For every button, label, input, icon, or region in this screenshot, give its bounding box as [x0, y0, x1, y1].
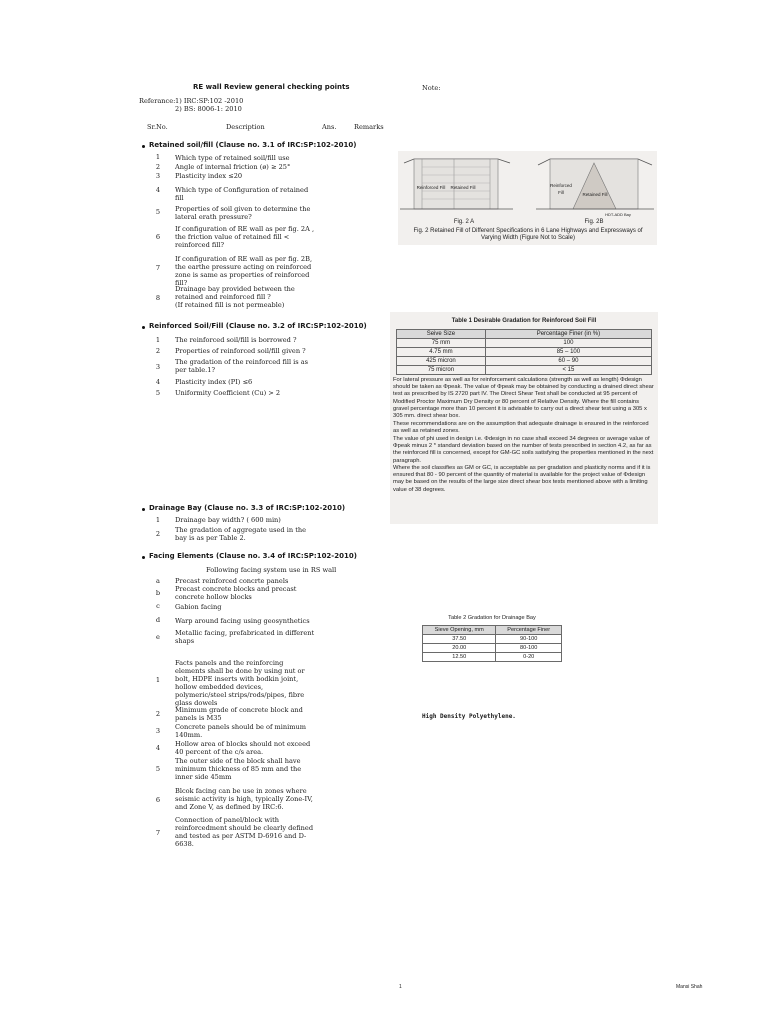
table-cell: 37.50	[423, 635, 496, 644]
item-text: The gradation of aggregate used in the bay is as per Table 2.	[175, 526, 307, 542]
fig-label: Retained Fill	[450, 185, 476, 190]
item-text: Blcok facing can be use in zones where seismic activity is high, typically Zone-IV, and Zone V, as defined by IRC:6.	[175, 787, 313, 811]
item-number: 2	[155, 163, 161, 171]
column-description: Description	[226, 123, 265, 131]
table-cell: 4.75 mm	[397, 348, 486, 357]
item-text: Drainage bay provided between the retained and reinforced fill ? (If retained fill is not permeable)	[175, 285, 295, 309]
table-row	[423, 653, 562, 662]
section-heading: Retained soil/fill (Clause no. 3.1 of IRC:SP:102-2010)	[149, 141, 357, 149]
fig-label: Reinforced Fill	[416, 185, 446, 190]
item-number: 1	[155, 516, 161, 524]
item-text: Metallic facing, prefabricated in different shaps	[175, 629, 315, 645]
table-row	[423, 644, 562, 653]
table-cell: 425 micron	[397, 357, 486, 366]
bullet	[142, 508, 145, 511]
item-number: 2	[155, 347, 161, 355]
reference-label: Referance:	[139, 97, 176, 105]
reference-2: 2) BS: 8006-1: 2010	[175, 105, 242, 113]
note-label: Note:	[422, 84, 441, 92]
item-text: Precast concrete blocks and precast concrete hollow blocks	[175, 585, 297, 601]
table-cell: 100	[485, 339, 651, 348]
item-number: 6	[155, 233, 161, 241]
item-text: Which type of retained soil/fill use	[175, 154, 290, 162]
column-ans: Ans.	[322, 123, 337, 131]
table-cell: 12.50	[423, 653, 496, 662]
column-srno: Sr.No.	[147, 123, 168, 131]
item-letter: b	[155, 589, 161, 597]
table-row	[397, 348, 652, 357]
table-cell: 75 micron	[397, 366, 486, 375]
table-cell: 80-100	[496, 644, 562, 653]
item-text: If configuration of RE wall as per fig. 2A , the friction value of retained fill < reinforced fill?	[175, 225, 315, 249]
item-text: Warp around facing using geosynthetics	[175, 617, 310, 625]
bullet	[142, 326, 145, 329]
item-text: Uniformity Coefficient (Cu) > 2	[175, 389, 281, 397]
table-header: Percentage Finer (in %)	[485, 330, 651, 339]
item-letter: e	[156, 633, 160, 641]
item-text: Facts panels and the reinforcing elements shall be done by using nut or bolt, HDPE inserts with bodkin joint, hollow embedded devices, polymeric/steel strips/rods/pipes, fibre glass dowels	[175, 659, 305, 707]
item-number: 8	[155, 294, 161, 302]
fig-label: Reinforced Fill	[550, 183, 572, 195]
table-1-block	[390, 312, 658, 524]
table-cell: 60 – 90	[485, 357, 651, 366]
table-row	[397, 357, 652, 366]
item-number: 7	[155, 264, 161, 272]
table-cell: 0-20	[496, 653, 562, 662]
item-number: 4	[155, 186, 161, 194]
table-cell: 20.00	[423, 644, 496, 653]
item-number: 3	[155, 727, 161, 735]
item-number: 3	[155, 172, 161, 180]
item-number: 1	[155, 336, 161, 344]
paragraph: The value of phi used in design i.e. Φdesign in no case shall exceed 34 degrees or average value of Φpeak minus 2 * standard deviation based on the number of tests prescribed in section 4.2, as far as the reinforced fill is concerned, except for GM-GC soils satisfying the properties mentioned in the next paragraph.	[393, 436, 654, 464]
paragraph: Where the soil classifies as GM or GC, is acceptable as per gradation and plasticity norms and if it is ensured that 80 - 90 percent of the quantity of material is available for the project value of Φdesign may be based on the results of the large size direct shear box tests mentioned above with a limiting value of 38 degrees.	[393, 465, 651, 493]
item-number: 2	[155, 710, 161, 718]
item-text: Plasticity index (PI) ≤6	[175, 378, 253, 386]
item-text: If configuration of RE wall as per fig. 2B, the earthe pressure acting on reinforced zone is same as properties of reinforced fill?	[175, 255, 313, 287]
item-text: Connection of panel/block with reinforcedment should be clearly defined and tested as per ASTM D-6916 and D-6638.	[175, 816, 314, 848]
table-cell: 90-100	[496, 635, 562, 644]
item-text: The outer side of the block shall have minimum thickness of 85 mm and the inner side 45mm	[175, 757, 302, 781]
fig-2b-label: Fig. 2B	[584, 219, 604, 225]
item-text: Angle of internal friction (ø) ≥ 25°	[175, 163, 291, 171]
table-cell: 85 – 100	[485, 348, 651, 357]
item-number: 6	[155, 796, 161, 804]
table-2	[422, 625, 562, 662]
bullet	[142, 145, 145, 148]
reference-1: 1) IRC:SP:102 -2010	[175, 97, 244, 105]
item-number: 4	[155, 744, 161, 752]
item-letter: d	[155, 616, 161, 624]
section-heading: Drainage Bay (Clause no. 3.3 of IRC:SP:102-2010)	[149, 504, 346, 512]
item-number: 7	[155, 829, 161, 837]
item-number: 1	[155, 153, 161, 161]
fig-label: HDT-ADD Bay	[605, 212, 631, 217]
table-cell: 75 mm	[397, 339, 486, 348]
item-text: Hollow area of blocks should not exceed 40 percent of the c/s area.	[175, 740, 311, 756]
item-number: 1	[155, 676, 161, 684]
figure-caption: Fig. 2 Retained Fill of Different Specifications in 6 Lane Highways and Expressways of Varying Width (Figure Not to Scale)	[413, 228, 643, 241]
table-header: Seive Size	[397, 330, 486, 339]
fig-2a-label: Fig. 2 A	[453, 219, 475, 225]
figure-2	[398, 151, 657, 245]
item-text: Plasticity index ≤20	[175, 172, 243, 180]
item-text: Properties of soil given to determine the lateral erath pressure?	[175, 205, 311, 221]
section-heading: Reinforced Soil/Fill (Clause no. 3.2 of IRC:SP:102-2010)	[149, 322, 367, 330]
item-text: Properties of reinforced soil/fill given ?	[175, 347, 306, 355]
item-text: Gabion facing	[175, 603, 222, 611]
item-text: Which type of Configuration of retained fill	[175, 186, 309, 202]
item-text: Concrete panels should be of minimum 140mm.	[175, 723, 307, 739]
table-row	[423, 635, 562, 644]
table-2-title: Table 2 Gradation for Drainage Bay	[448, 615, 536, 621]
item-text: Minimum grade of concrete block and panels is M35	[175, 706, 303, 722]
column-remarks: Remarks	[354, 123, 384, 131]
table-header: Percentage Finer	[496, 626, 562, 635]
paragraph: For lateral pressure as well as for reinforcement calculations (strength as well as length) Φdesign should be taken as Φpeak. The value of Φpeak may be obtained by conducting a drained direct shear test as prescribed by IS 2720 part IV. The Direct Shear Test shall be conducted at 95 percent of Modified Proctor Maximum Dry Density or 80 percent of Relative Density. Where the fill contains gravel percentage more than 10 percent it is advisable to carry out a direct shear test using a 305 x 305 mm. direct shear box.	[393, 377, 654, 420]
table-1	[396, 329, 652, 375]
item-number: 4	[155, 378, 161, 386]
item-number: 5	[155, 389, 161, 397]
item-number: 2	[155, 530, 161, 538]
section-intro: Following facing system use in RS wall	[206, 566, 337, 574]
table-header: Sieve Opening, mm	[423, 626, 496, 635]
item-text: The reinforced soil/fill is borrowed ?	[175, 336, 297, 344]
bullet	[142, 556, 145, 559]
paragraph: These recommendations are on the assumption that adequate drainage is ensured in the reinforced as well as retained zones.	[393, 421, 649, 435]
table-2-block	[422, 615, 562, 670]
item-text: Precast reinforced concrte panels	[175, 577, 289, 585]
item-number: 5	[155, 208, 161, 216]
item-text: Drainage bay width? ( 600 min)	[175, 516, 281, 524]
fig-label: Retained Fill	[582, 192, 608, 197]
table-1-title: Table 1 Desirable Gradation for Reinforced Soil Fill	[451, 318, 597, 324]
hdpe-note: High Density Polyethylene.	[422, 713, 516, 720]
table-row	[397, 366, 652, 375]
item-letter: a	[156, 577, 160, 585]
item-number: 5	[155, 765, 161, 773]
table-cell: < 15	[485, 366, 651, 375]
item-number: 3	[155, 363, 161, 371]
item-letter: c	[156, 602, 160, 610]
page-title: RE wall Review general checking points	[193, 83, 350, 91]
page-number: 1	[399, 984, 402, 990]
section-heading: Facing Elements (Clause no. 3.4 of IRC:SP:102-2010)	[149, 552, 357, 560]
item-text: The gradation of the reinforced fill is as per table.1?	[175, 358, 309, 374]
table-row	[397, 339, 652, 348]
footer-author: Mansi Shah	[676, 984, 703, 990]
